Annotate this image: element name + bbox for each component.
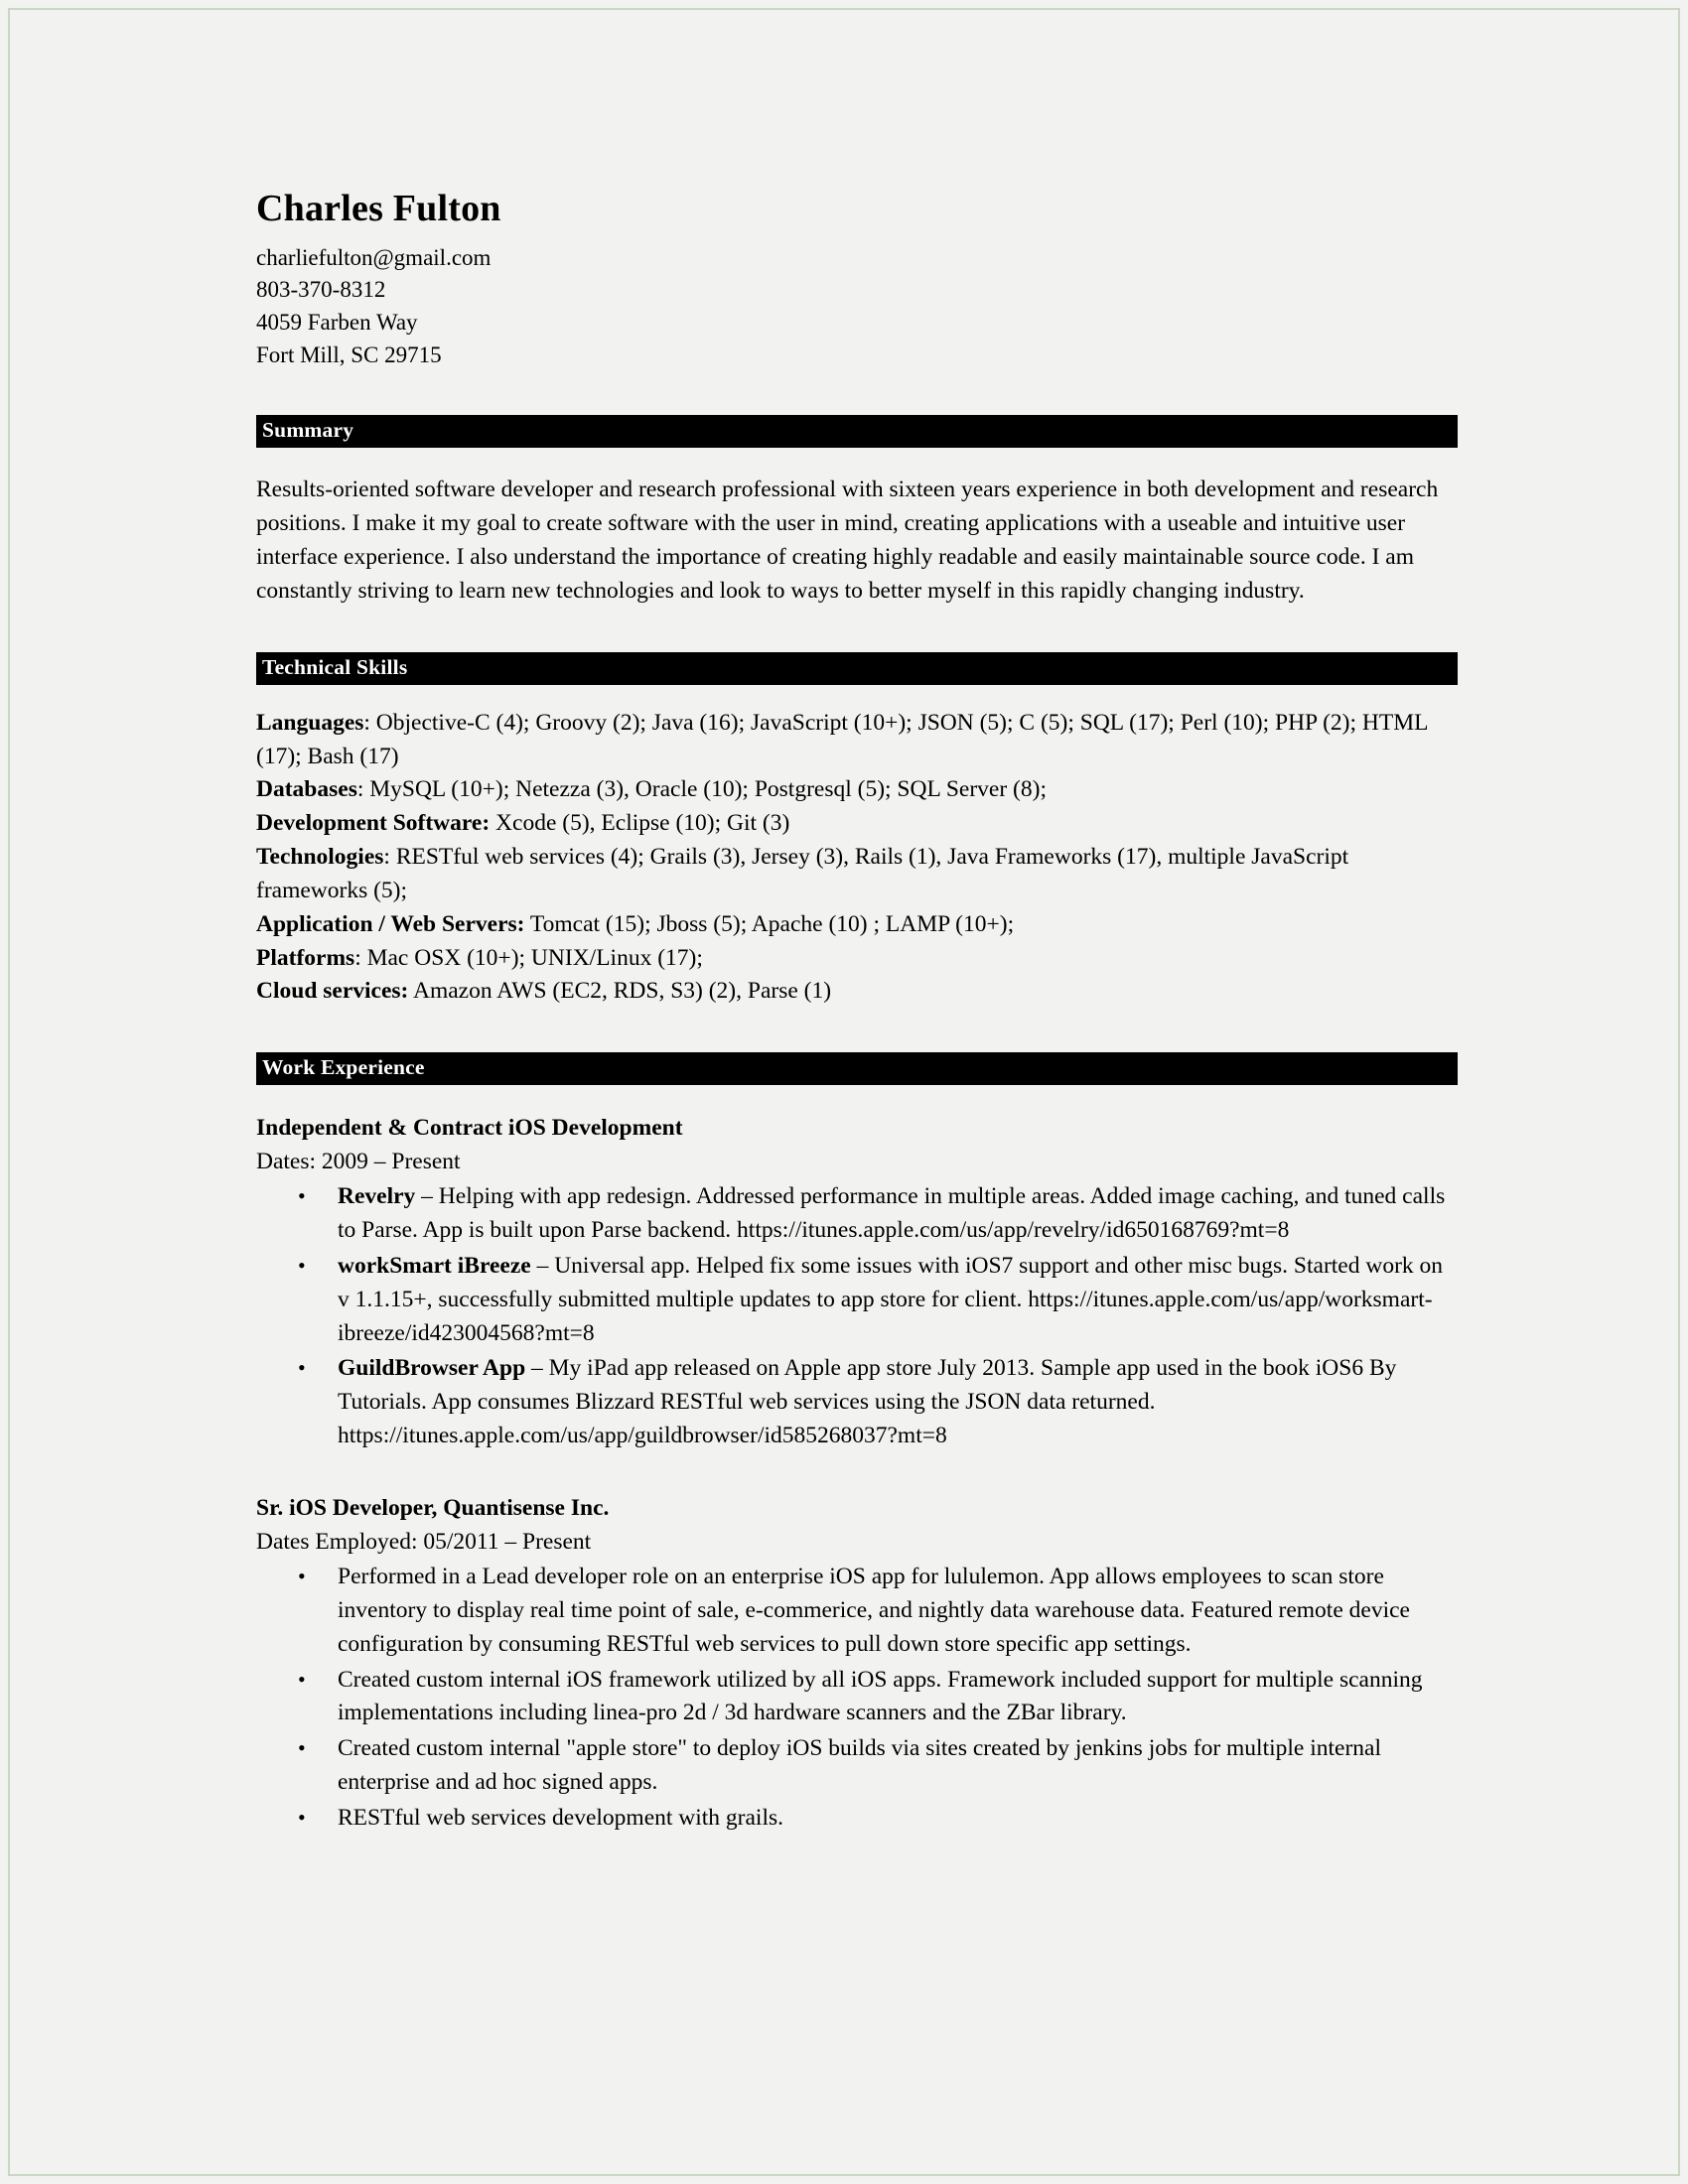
- bullet-text: – Helping with app redesign. Addressed performance in multiple areas. Added image caching, and tuned calls to Parse. App is built upon Parse backend. https://itunes.apple.com/us/app/revelry/id650168769?mt=8: [338, 1183, 1446, 1244]
- job-bullets: [256, 1561, 1458, 1836]
- skills-list: [256, 707, 1458, 1009]
- job-bullets: [256, 1180, 1458, 1453]
- skill-row: [256, 707, 1458, 774]
- skill-label: Platforms: [256, 944, 355, 971]
- job-dates: Dates Employed: 05/2011 – Present: [256, 1529, 592, 1555]
- bullet-text: RESTful web services development with grails.: [338, 1804, 784, 1831]
- skill-label: Cloud services:: [256, 978, 409, 1005]
- bullet-text: Created custom internal iOS framework utilized by all iOS apps. Framework included support for multiple scanning implementations including linea-pro 2d / 3d hardware scanners and the ZBar library.: [338, 1666, 1423, 1726]
- job-entry: [256, 1111, 1458, 1453]
- skill-value: MySQL (10+); Netezza (3), Oracle (10); Postgresql (5); SQL Server (8);: [369, 776, 1047, 803]
- skill-separator: :: [354, 944, 367, 971]
- skill-row: [256, 807, 1458, 841]
- candidate-email: charliefulton@gmail.com: [256, 244, 492, 270]
- skill-value: Xcode (5), Eclipse (10); Git (3): [495, 810, 790, 837]
- job-entry: [256, 1491, 1458, 1836]
- skill-label: Databases: [256, 776, 357, 803]
- skill-label: Technologies: [256, 844, 384, 871]
- list-item: [256, 1352, 1458, 1452]
- skill-label: Languages: [256, 709, 364, 736]
- candidate-name: Charles Fulton: [256, 188, 501, 229]
- job-title: Sr. iOS Developer, Quantisense Inc.: [256, 1494, 610, 1521]
- list-item: [256, 1664, 1458, 1731]
- skill-separator: :: [383, 844, 396, 871]
- skill-value: Objective-C (4); Groovy (2); Java (16); JavaScript (10+); JSON (5); C (5); SQL (17); Perl (10); PHP (2); HTML (17); Bash (17): [256, 709, 1428, 769]
- section-header-summary: Summary: [256, 415, 1458, 448]
- skill-label: Development Software:: [256, 810, 491, 837]
- bullet-lead: Revelry: [338, 1183, 416, 1210]
- list-item: [256, 1250, 1458, 1350]
- document-page: [8, 8, 1680, 2176]
- skill-row: [256, 773, 1458, 807]
- job-dates: Dates: 2009 – Present: [256, 1149, 461, 1175]
- section-header-technical-skills: Technical Skills: [256, 652, 1458, 685]
- skill-row: [256, 942, 1458, 976]
- summary-text: Results-oriented software developer and research professional with sixteen years experience in both development and research positions. I make it my goal to create software with the user in mind, creating applications with a useable and intuitive user interface experience. I also understand the importance of creating highly readable and easily maintainable source code. I am constantly striving to learn new technologies and look to ways to better myself in this rapidly changing industry.: [256, 477, 1439, 604]
- skill-row: [256, 908, 1458, 942]
- job-title: Independent & Contract iOS Development: [256, 1115, 683, 1142]
- skill-value: Amazon AWS (EC2, RDS, S3) (2), Parse (1): [412, 978, 832, 1005]
- list-item: [256, 1561, 1458, 1661]
- skill-row: [256, 975, 1458, 1009]
- bullet-text: – Universal app. Helped fix some issues with iOS7 support and other misc bugs. Started work on v 1.1.15+, successfully submitted multiple updates to app store for client. https://itunes.apple.com/us/app/worksmart-ibreeze/id423004568?mt=8: [338, 1252, 1444, 1346]
- skill-row: [256, 841, 1458, 908]
- skill-value: Mac OSX (10+); UNIX/Linux (17);: [366, 944, 703, 971]
- candidate-address-line-2: Fort Mill, SC 29715: [256, 341, 442, 367]
- bullet-text: Created custom internal "apple store" to deploy iOS builds via sites created by jenkins jobs for multiple internal enterprise and ad hoc signed apps.: [338, 1735, 1381, 1796]
- skill-separator: :: [356, 776, 370, 803]
- skill-label: Application / Web Servers:: [256, 910, 525, 937]
- list-item: [256, 1180, 1458, 1248]
- resume-body: [256, 189, 1458, 1836]
- candidate-phone: 803-370-8312: [256, 277, 386, 303]
- skill-separator: :: [363, 709, 376, 736]
- candidate-address-line-1: 4059 Farben Way: [256, 310, 418, 336]
- skill-value: RESTful web services (4); Grails (3), Jersey (3), Rails (1), Java Frameworks (17), multiple JavaScript frameworks (5);: [256, 844, 1349, 903]
- bullet-text: – My iPad app released on Apple app store July 2013. Sample app used in the book iOS6 By Tutorials. App consumes Blizzard RESTful web services using the JSON data returned. https://itunes.apple.com/us/app/guildbrowser/id585268037?mt=8: [338, 1355, 1397, 1449]
- bullet-text: Performed in a Lead developer role on an enterprise iOS app for lululemon. App allows employees to scan store inventory to display real time point of sale, e-commerice, and nightly data warehouse data. Featured remote device configuration by consuming RESTful web services to pull down store specific app settings.: [338, 1564, 1410, 1657]
- skill-value: Tomcat (15); Jboss (5); Apache (10) ; LAMP (10+);: [529, 910, 1015, 937]
- bullet-lead: workSmart iBreeze: [338, 1252, 531, 1279]
- section-header-work-experience: Work Experience: [256, 1052, 1458, 1085]
- list-item: [256, 1802, 1458, 1836]
- list-item: [256, 1732, 1458, 1800]
- bullet-lead: GuildBrowser App: [338, 1355, 526, 1382]
